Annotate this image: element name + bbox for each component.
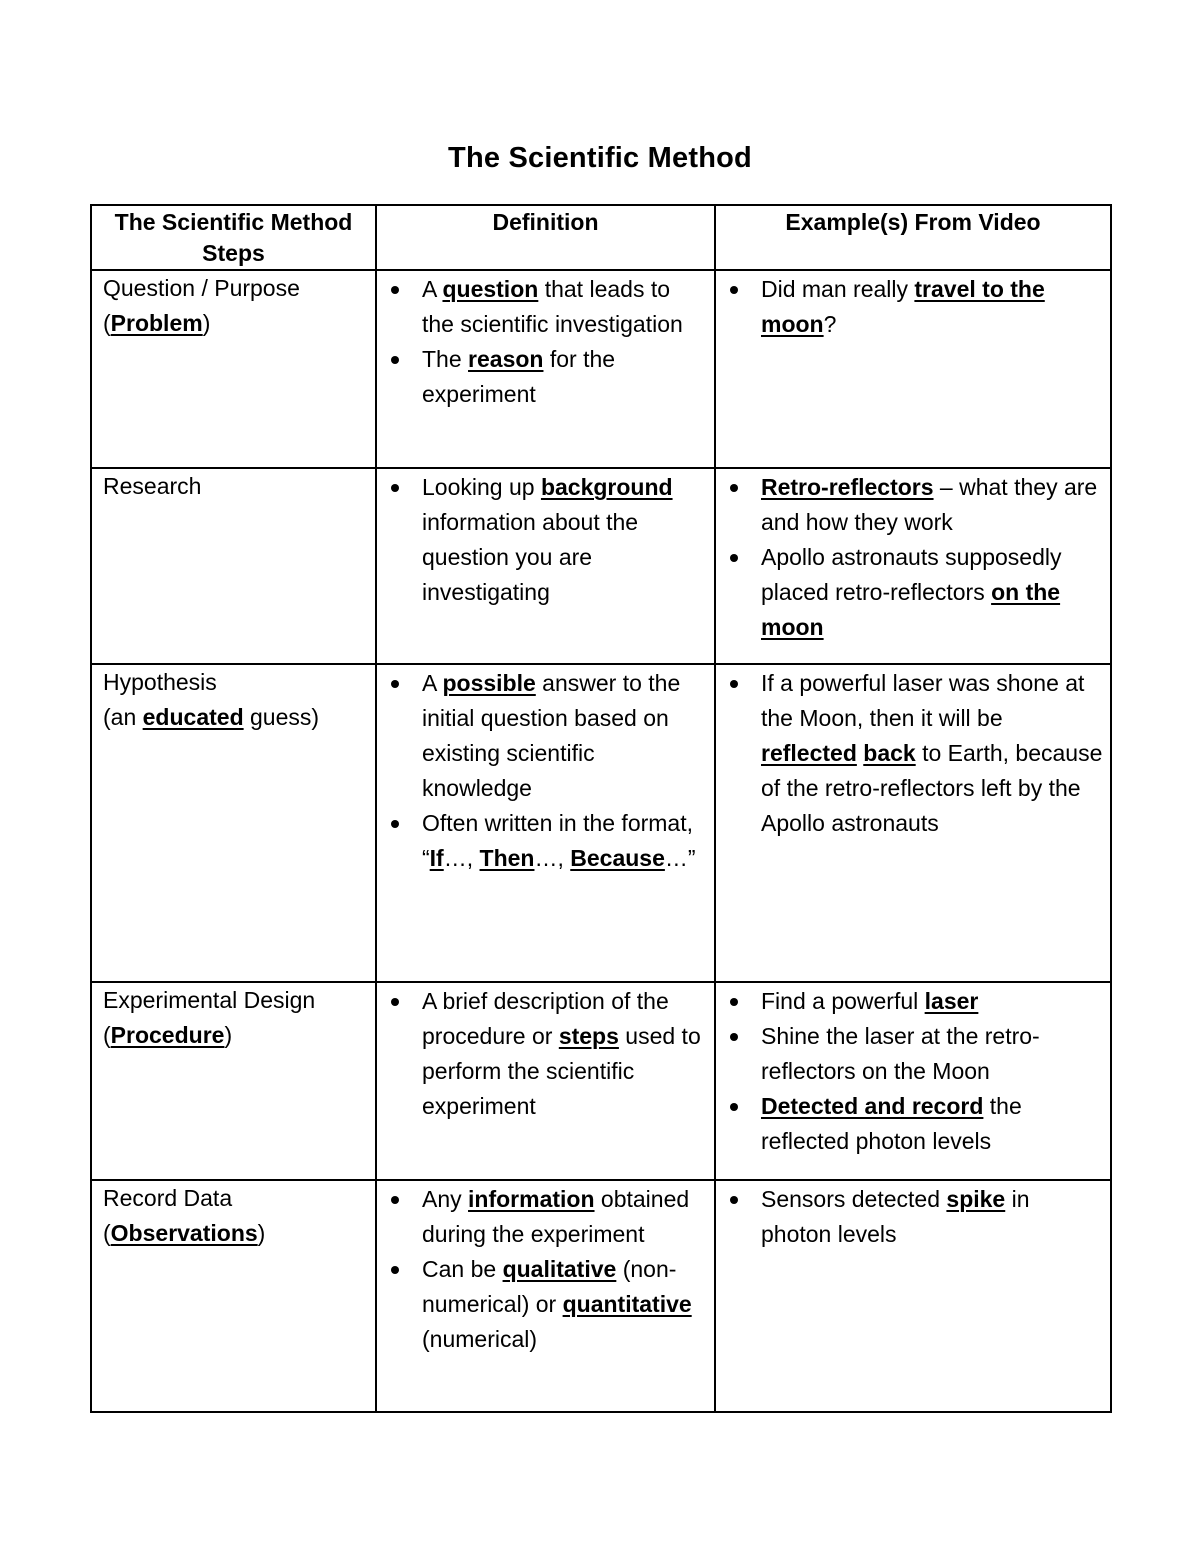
- example-cell: [715, 270, 1111, 468]
- header-examples: Example(s) From Video: [715, 205, 1111, 270]
- bullet-icon: [391, 484, 399, 492]
- bullet-icon: [730, 1033, 738, 1041]
- step-subtitle: (an educated guess): [103, 704, 320, 730]
- bullet-icon: [391, 998, 399, 1006]
- bullet-icon: [730, 1196, 738, 1204]
- bullet-icon: [730, 484, 738, 492]
- step-name: Record Data: [103, 1185, 233, 1211]
- bullet-icon: [391, 1196, 399, 1204]
- bullet-icon: [391, 286, 399, 294]
- step-cell: [91, 468, 376, 664]
- bullet-icon: [730, 998, 738, 1006]
- step-name: Experimental Design: [103, 987, 316, 1013]
- list-item: Retro-reflectors – what they are and how they work: [716, 470, 1110, 540]
- bullet-icon: [391, 820, 399, 828]
- definition-cell: [376, 664, 715, 982]
- step-subtitle: (Observations): [103, 1220, 266, 1246]
- definition-cell: [376, 982, 715, 1180]
- step-subtitle: (Problem): [103, 310, 211, 336]
- list-item: Apollo astronauts supposedly placed retro-reflectors on the moon: [716, 540, 1110, 645]
- list-item: Detected and record the reflected photon levels: [716, 1089, 1110, 1159]
- step-name: Hypothesis: [103, 669, 217, 695]
- list-item: Did man really travel to the moon?: [716, 272, 1110, 342]
- example-cell: [715, 468, 1111, 664]
- bullet-icon: [391, 1266, 399, 1274]
- list-item: Looking up background information about the question you are investigating: [377, 470, 714, 610]
- list-item: If a powerful laser was shone at the Moon, then it will be reflected back to Earth, because of the retro-reflectors left by the Apollo astronauts: [716, 666, 1110, 841]
- table-row: [91, 1180, 1111, 1412]
- page-title: The Scientific Method: [448, 142, 752, 174]
- step-cell: [91, 664, 376, 982]
- list-item: Often written in the format, “If…, Then…, Because…”: [377, 806, 714, 876]
- bullet-icon: [391, 680, 399, 688]
- bullet-icon: [730, 680, 738, 688]
- list-item: Can be qualitative (non-numerical) or quantitative (numerical): [377, 1252, 714, 1357]
- step-name: Question / Purpose: [103, 275, 300, 301]
- table-header-row: [91, 205, 1111, 270]
- list-item: Shine the laser at the retro-reflectors on the Moon: [716, 1019, 1110, 1089]
- definition-cell: [376, 468, 715, 664]
- definition-cell: [376, 270, 715, 468]
- list-item: Sensors detected spike in photon levels: [716, 1182, 1110, 1252]
- header-definition: Definition: [376, 205, 715, 270]
- definition-cell: [376, 1180, 715, 1412]
- table-row: [91, 664, 1111, 982]
- table-row: [91, 982, 1111, 1180]
- table-row: [91, 468, 1111, 664]
- step-name: Research: [103, 473, 202, 499]
- bullet-icon: [730, 1103, 738, 1111]
- list-item: The reason for the experiment: [377, 342, 714, 412]
- example-cell: [715, 1180, 1111, 1412]
- step-cell: [91, 1180, 376, 1412]
- list-item: Any information obtained during the experiment: [377, 1182, 714, 1252]
- bullet-icon: [730, 286, 738, 294]
- list-item: A possible answer to the initial question based on existing scientific knowledge: [377, 666, 714, 806]
- list-item: A brief description of the procedure or steps used to perform the scientific experiment: [377, 984, 714, 1124]
- bullet-icon: [730, 554, 738, 562]
- header-steps: The Scientific Method Steps: [91, 205, 376, 270]
- step-subtitle: (Procedure): [103, 1022, 233, 1048]
- table-row: [91, 270, 1111, 468]
- example-cell: [715, 664, 1111, 982]
- list-item: Find a powerful laser: [716, 984, 1110, 1019]
- list-item: A question that leads to the scientific investigation: [377, 272, 714, 342]
- step-cell: [91, 982, 376, 1180]
- scientific-method-table: [90, 204, 1112, 1413]
- step-cell: [91, 270, 376, 468]
- bullet-icon: [391, 356, 399, 364]
- example-cell: [715, 982, 1111, 1180]
